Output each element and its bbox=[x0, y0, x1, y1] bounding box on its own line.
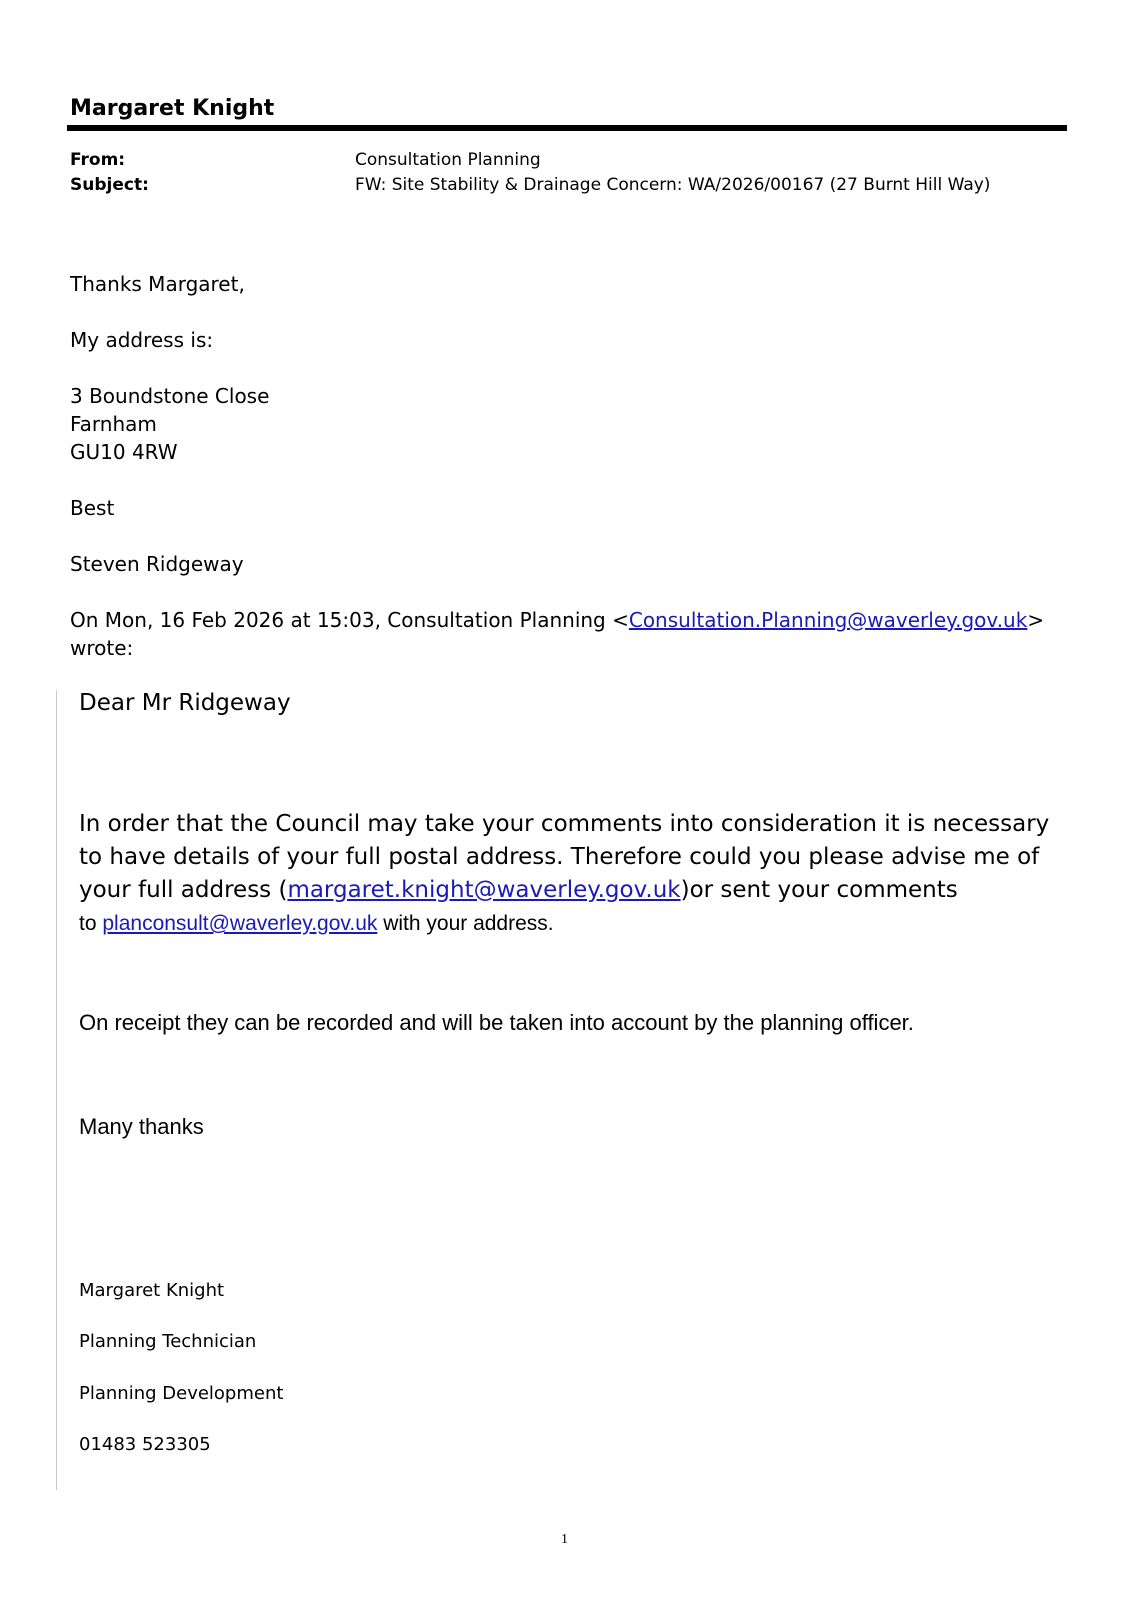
page-number: 1 bbox=[561, 1532, 568, 1547]
subject-label: Subject: bbox=[70, 175, 149, 195]
title-divider bbox=[67, 125, 1067, 131]
signature-department: Planning Development bbox=[79, 1383, 284, 1404]
quoted-paragraph-2: On receipt they can be recorded and will be taken into account by the planning officer. bbox=[79, 1010, 914, 1035]
quoted-paragraph-1 bbox=[79, 808, 1069, 940]
signature-name: Margaret Knight bbox=[79, 1280, 225, 1301]
attribution-email-link[interactable]: Consultation.Planning@waverley.gov.uk bbox=[628, 608, 1028, 632]
planconsult-email-link[interactable]: planconsult@waverley.gov.uk bbox=[102, 912, 378, 935]
attribution-prefix: On Mon, 16 Feb 2026 at 15:03, Consultation Planning < bbox=[70, 608, 629, 632]
from-label: From: bbox=[70, 150, 126, 170]
reply-closing: Best bbox=[70, 496, 115, 520]
quote-bar bbox=[56, 690, 57, 1490]
address-line-3: GU10 4RW bbox=[70, 440, 178, 464]
margaret-email-link[interactable]: margaret.knight@waverley.gov.uk bbox=[287, 877, 681, 903]
attribution-line bbox=[70, 608, 1044, 632]
reply-intro: My address is: bbox=[70, 328, 214, 352]
signature-phone: 01483 523305 bbox=[79, 1434, 211, 1455]
document-title: Margaret Knight bbox=[70, 96, 275, 121]
quoted-para1-text: In order that the Council may take your comments into consideration it is necessary to have details of your full postal address. Therefore could you please advise me of your full address ( bbox=[79, 811, 1050, 903]
quoted-greeting: Dear Mr Ridgeway bbox=[79, 690, 291, 716]
reply-greeting: Thanks Margaret, bbox=[70, 272, 245, 296]
signature-title: Planning Technician bbox=[79, 1331, 257, 1352]
quoted-para1-to: to bbox=[79, 912, 103, 935]
quoted-para1-after: )or sent your comments bbox=[680, 877, 958, 903]
quoted-thanks: Many thanks bbox=[79, 1114, 204, 1139]
address-line-2: Farnham bbox=[70, 412, 157, 436]
subject-value: FW: Site Stability & Drainage Concern: WA/2026/00167 (27 Burnt Hill Way) bbox=[355, 175, 991, 195]
reply-signoff: Steven Ridgeway bbox=[70, 552, 244, 576]
address-line-1: 3 Boundstone Close bbox=[70, 384, 270, 408]
from-value: Consultation Planning bbox=[355, 150, 541, 170]
quoted-para1-end: with your address. bbox=[377, 912, 554, 935]
attribution-wrote: wrote: bbox=[70, 636, 134, 660]
attribution-suffix: > bbox=[1027, 608, 1045, 632]
